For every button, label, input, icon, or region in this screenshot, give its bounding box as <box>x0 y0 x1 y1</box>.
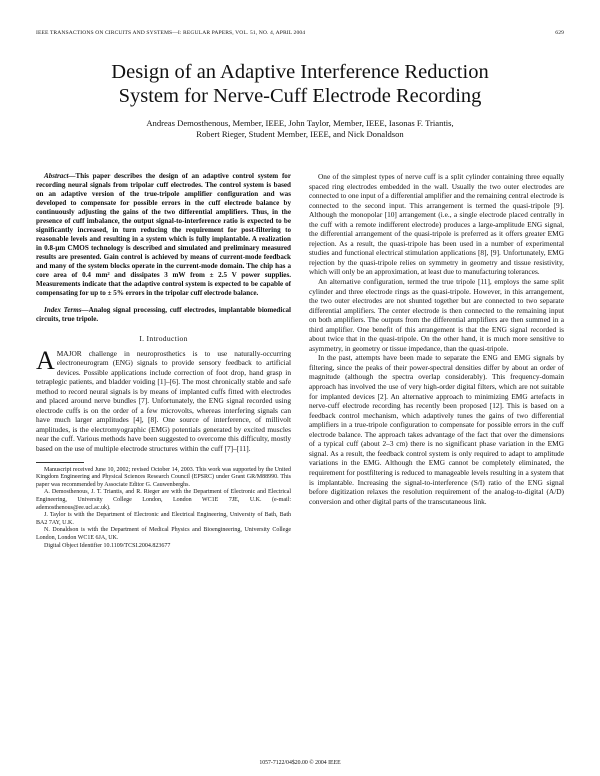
left-column <box>36 172 291 550</box>
page-number: 629 <box>555 30 564 36</box>
journal-name: IEEE TRANSACTIONS ON CIRCUITS AND SYSTEMS—I: REGULAR PAPERS, VOL. 51, NO. 4, APRIL 2004 <box>36 30 306 36</box>
title-line-2: System for Nerve-Cuff Electrode Recording <box>118 85 482 107</box>
section-heading-introduction: I. Introduction <box>139 334 188 343</box>
footnote-doi: Digital Object Identifier 10.1109/TCSI.2004.823677 <box>44 542 171 549</box>
index-terms <box>36 306 291 324</box>
index-terms-text: Analog signal processing, cuff electrodes, implantable biomedical circuits, true tripole. <box>36 306 291 323</box>
right-column <box>309 172 564 506</box>
author-list <box>36 118 564 140</box>
abstract-label: Abstract— <box>44 172 76 180</box>
footnotes <box>36 467 291 551</box>
abstract <box>36 172 291 298</box>
footnote-affiliation-donaldson: N. Donaldson is with the Department of Medical Physics and Bioengineering, University College London, London WC1E 6JA, UK. <box>36 527 291 541</box>
footnote-manuscript: Manuscript received June 10, 2002; revised October 14, 2003. This work was supported by the United Kingdom Engineering and Physical Sciences Research Council (EPSRC) under Grant GR/M88990. This paper was recommended by Associate Editor G. Cauwenberghs. <box>36 466 291 488</box>
body-paragraph-3: In the past, attempts have been made to separate the ENG and EMG signals by filtering, since the peaks of their power-spectral densities differ by about an order of magnitude (although the spectra overlap considerably). This frequency-domain approach has involved the use of very high-order digital filters, which are not suitable for implanted devices [2]. An alternative approach to minimizing EMG artefacts in nerve-cuff electrode recording has recently been proposed [12]. This is based on a feedback control mechanism, which adaptively tunes the gains of two differential amplifiers in a true-tripole configuration to compensate for possible errors in the cuff electrode balance. The approach takes advantage of the fact that over the dimensions of a typical cuff (about 2–3 cm) there is no significant phase variation in the EMG signal. As a result, the feedback control system is only required to adapt to amplitude variations in the EMG. Although the EMG cannot be completely eliminated, the requirement for postfiltering is reduced to manageable levels resulting in a system that is implantable. Increasing the signal-to-interference (S/I) ratio of the ENG signal before digitization relaxes the resolution requirement of the analog-to-digital (A/D) conversion and other digital parts of the transcutaneous link. <box>309 353 564 506</box>
footnote-affiliation-ucl: A. Demosthenous, J. T. Triantis, and R. Rieger are with the Department of Electronic and Electrical Engineering, University College London, London WC1E 7JE, U.K. (e-mail: ademosthenous@ee.ucl.ac.uk). <box>36 489 291 511</box>
index-terms-label: Index Terms— <box>44 306 89 314</box>
intro-paragraph-text: MAJOR challenge in neuroprosthetics is to use naturally-occurring electroneurogram (ENG) signals to provide sensory feedback to artificial devices. Possible applications include correction of foot drop, hand grasp in tetraplegic patients, and bladder voiding [1]–[6]. The most chronically stable and safe method to record neural signals is by means of implanted cuffs fitted with electrodes and placed around nerve bundles [7]. Unfortunately, the ENG signal recorded using electrode cuffs is on the order of a few microvolts, whereas interfering signals can have much larger amplitudes [4], [8]. One source of interference, of millivolt amplitudes, is the electromyographic (EMG) potentials generated by excited muscles near the cuff. Various methods have been suggested to overcome this difficulty, mostly based on the use of multiple electrode structures within the cuff [7]–[11]. <box>36 348 291 454</box>
paper-title <box>36 60 564 108</box>
title-line-1: Design of an Adaptive Interference Reduction <box>111 61 489 83</box>
body-paragraph-2: An alternative configuration, termed the true tripole [11], employs the same split cylinder and three electrode rings as the quasi-tripole. However, in this arrangement, the two outer electrodes are not shunted together but are connected to two separate differential amplifiers. The center electrode is then connected to the remaining input on both amplifiers. The outputs from the differential amplifiers are then summed in a third amplifier. One benefit of this arrangement is that the ENG signal recorded is about twice that in the quasi-tripole. On the other hand, it is much more sensitive to asymmetry, in geometry or tissue impedance, than the quasi-tripole. <box>309 277 564 353</box>
body-paragraph-1: One of the simplest types of nerve cuff is a split cylinder containing three equally spaced ring electrodes embedded in the wall. Usually the two outer electrodes are connected to one input of a differential amplifier and the remaining central electrode is connected to the second input. This arrangement is termed the quasi-tripole [9]. Although the monopolar [10] arrangement (i.e., a single electrode placed centrally in the cuff with a remote indifferent electrode) produces a large-amplitude ENG signal, the differential arrangement of the quasi-tripole is preferred as it offers greater EMG rejection. As a result, the quasi-tripole has been used in a number of experimental studies and functional electrical stimulation applications [8], [9]. Unfortunately, EMG rejection by the quasi-tripole relies on symmetry in geometry and tissue resistivity, which will only be an approximation, at least due to manufacturing tolerances. <box>309 172 564 277</box>
authors-line-1: Andreas Demosthenous, Member, IEEE, John Taylor, Member, IEEE, Iasonas F. Triantis, <box>146 118 454 128</box>
footnote-divider <box>36 462 84 463</box>
running-head <box>36 30 564 36</box>
drop-cap: A <box>36 345 55 375</box>
authors-line-2: Robert Rieger, Student Member, IEEE, and Nick Donaldson <box>196 129 404 139</box>
footnote-affiliation-bath: J. Taylor is with the Department of Electronic and Electrical Engineering, University of Bath, Bath BA2 7AY, U.K. <box>36 512 291 526</box>
copyright-footer: 1057-7122/04$20.00 © 2004 IEEE <box>259 760 341 766</box>
abstract-text: This paper describes the design of an adaptive control system for recording neural signals from tripolar cuff electrodes. The control system is based on an adaptive version of the true-tripole amplifier configuration and was developed to compensate for possible errors in the cuff electrode balance by continuously adjusting the gains of the two differential amplifiers. Thus, in the presence of cuff imbalance, the output signal-to-interference ratio is expected to be significantly increased, in turn reducing the requirement for post-filtering to reasonable levels and resulting in a system which is fully implantable. A realization in 0.8-μm CMOS technology is described and simulated and preliminary measured results are presented. Gain control is achieved by means of current-mode feedback and many of the system blocks operate in the current-mode domain. The chip has a core area of 0.4 mm² and dissipates 3 mW from ± 2.5 V power supplies. Measurements indicate that the adaptive control system is expected to be capable of compensating for up to ± 5% errors in the tripolar cuff electrode balance. <box>36 172 291 297</box>
intro-paragraph <box>36 345 291 454</box>
